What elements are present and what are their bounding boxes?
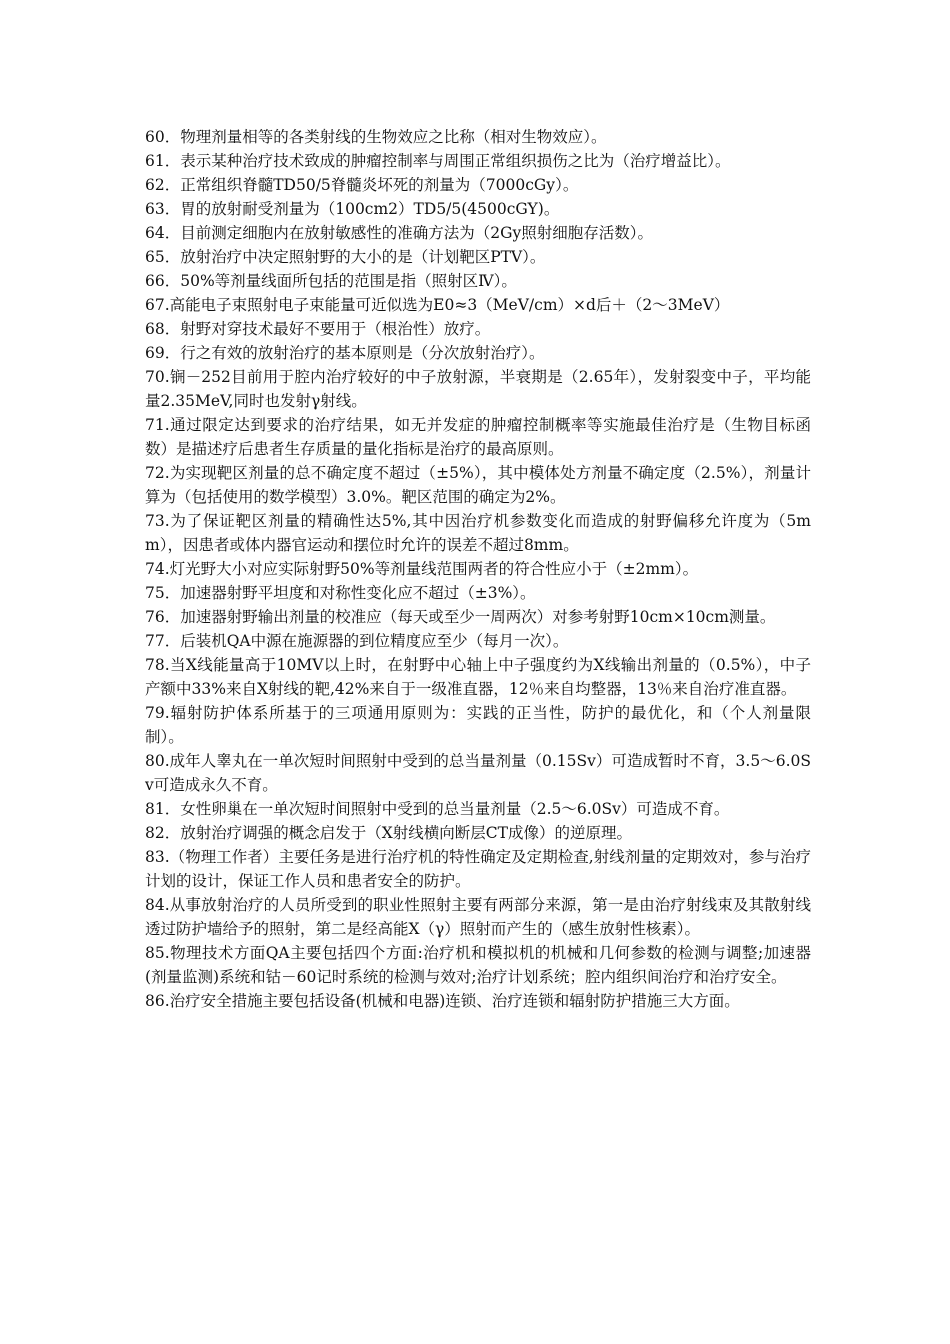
question-81: 81．女性卵巢在一单次短时间照射中受到的总当量剂量（2.5～6.0Sv）可造成不育。 xyxy=(145,800,730,818)
question-73: 73.为了保证靶区剂量的精确性达5%,其中因治疗机参数变化而造成的射野偏移允许度为（5mm），因患者或体内器官运动和摆位时允许的误差不超过8mm。 xyxy=(145,512,811,554)
question-66: 66．50%等剂量线面所包括的范围是指（照射区Ⅳ）。 xyxy=(145,272,517,290)
question-70: 70.锎－252目前用于腔内治疗较好的中子放射源，半衰期是（2.65年），发射裂变中子，平均能量2.35MeV,同时也发射γ射线。 xyxy=(145,368,811,410)
question-63: 63．胃的放射耐受剂量为（100cm2）TD5/5(4500cGY)。 xyxy=(145,200,560,218)
question-64: 64．目前测定细胞内在放射敏感性的准确方法为（2Gy照射细胞存活数）。 xyxy=(145,224,653,242)
question-76: 76．加速器射野输出剂量的校准应（每天或至少一周两次）对参考射野10cm×10cm测量。 xyxy=(145,608,776,626)
document-body xyxy=(145,125,811,1013)
question-72: 72.为实现靶区剂量的总不确定度不超过（±5%），其中模体处方剂量不确定度（2.5%），剂量计算为（包括使用的数学模型）3.0%。靶区范围的确定为2%。 xyxy=(145,464,811,506)
question-74: 74.灯光野大小对应实际射野50%等剂量线范围两者的符合性应小于（±2mm）。 xyxy=(145,560,699,578)
question-86: 86.治疗安全措施主要包括设备(机械和电器)连锁、治疗连锁和辐射防护措施三大方面。 xyxy=(145,992,740,1010)
question-79: 79.辐射防护体系所基于的三项通用原则为：实践的正当性，防护的最优化，和（个人剂量限制）。 xyxy=(145,704,811,746)
question-82: 82．放射治疗调强的概念启发于（X射线横向断层CT成像）的逆原理。 xyxy=(145,824,632,842)
question-85: 85.物理技术方面QA主要包括四个方面:治疗机和模拟机的机械和几何参数的检测与调整;加速器(剂量监测)系统和钴－60记时系统的检测与效对;治疗计划系统；腔内组织间治疗和治疗安全。 xyxy=(145,944,811,986)
question-60: 60．物理剂量相等的各类射线的生物效应之比称（相对生物效应）。 xyxy=(145,128,607,146)
question-68: 68．射野对穿技术最好不要用于（根治性）放疗。 xyxy=(145,320,491,338)
question-75: 75．加速器射野平坦度和对称性变化应不超过（±3%）。 xyxy=(145,584,536,602)
question-65: 65．放射治疗中决定照射野的大小的是（计划靶区PTV）。 xyxy=(145,248,546,266)
question-78: 78.当X线能量高于10MV以上时，在射野中心轴上中子强度约为X线输出剂量的（0.5%），中子产额中33%来自X射线的靶,42%来自于一级准直器，12％来自均整器，13％来自治疗准直器。 xyxy=(145,656,811,698)
question-62: 62．正常组织脊髓TD50/5脊髓炎坏死的剂量为（7000cGy）。 xyxy=(145,176,579,194)
question-83: 83.（物理工作者）主要任务是进行治疗机的特性确定及定期检查,射线剂量的定期效对，参与治疗计划的设计，保证工作人员和患者安全的防护。 xyxy=(145,848,811,890)
question-69: 69．行之有效的放射治疗的基本原则是（分次放射治疗）。 xyxy=(145,344,545,362)
question-67: 67.高能电子束照射电子束能量可近似选为E0≈3（MeV/cm）×d后＋（2～3MeV） xyxy=(145,296,730,314)
question-80: 80.成年人睾丸在一单次短时间照射中受到的总当量剂量（0.15Sv）可造成暂时不育，3.5～6.0Sv可造成永久不育。 xyxy=(145,752,811,794)
question-77: 77．后装机QA中源在施源器的到位精度应至少（每月一次）。 xyxy=(145,632,569,650)
question-71: 71.通过限定达到要求的治疗结果，如无并发症的肿瘤控制概率等实施最佳治疗是（生物目标函数）是描述疗后患者生存质量的量化指标是治疗的最高原则。 xyxy=(145,416,811,458)
question-84: 84.从事放射治疗的人员所受到的职业性照射主要有两部分来源，第一是由治疗射线束及其散射线透过防护墙给予的照射，第二是经高能X（γ）照射而产生的（感生放射性核素）。 xyxy=(145,896,811,938)
question-61: 61．表示某种治疗技术致成的肿瘤控制率与周围正常组织损伤之比为（治疗增益比）。 xyxy=(145,152,731,170)
